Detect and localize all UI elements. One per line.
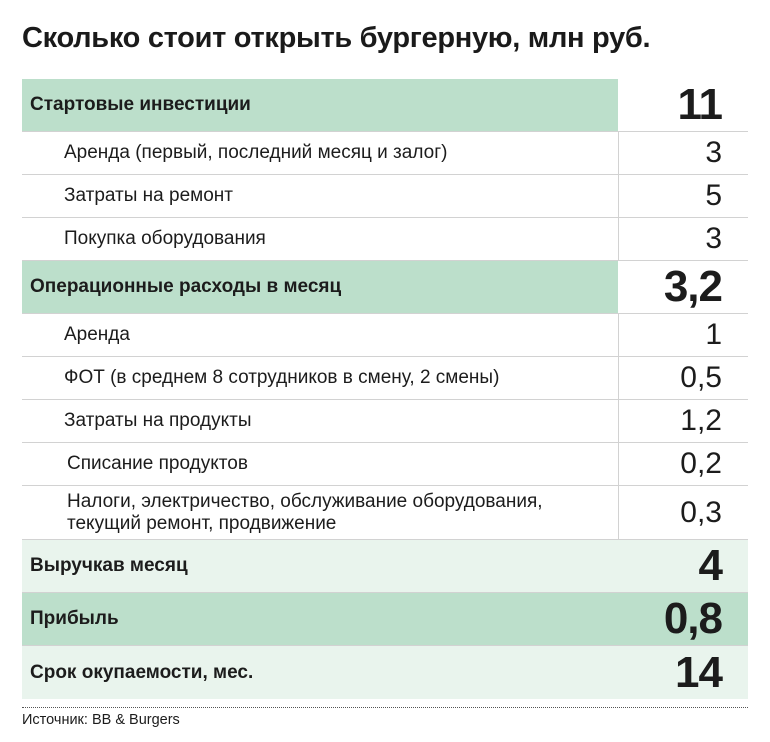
row-value: 3,2 [618,261,748,313]
table-row [22,314,748,357]
row-value: 1 [705,318,722,351]
row-label: Покупка оборудования [64,228,266,249]
row-label: Операционные расходы в месяц [22,261,618,313]
row-label: ФОТ (в среднем 8 сотрудников в смену, 2 смены) [64,367,500,388]
row-value: 14 [618,646,748,699]
table-row-revenue [22,540,748,593]
chart-title: Сколько стоит открыть бургерную, млн руб. [22,22,651,54]
row-label: Налоги, электричество, обслуживание оборудования, текущий ремонт, продвижение [67,490,543,534]
table-row-profit [22,593,748,646]
column-divider [618,357,619,399]
row-label: Срок окупаемости, мес. [22,646,618,699]
row-value: 1,2 [680,404,722,437]
row-label: Аренда [64,324,130,345]
table-row [22,443,748,486]
row-value: 0,8 [618,593,748,645]
column-divider [618,175,619,217]
table-row-payback [22,646,748,699]
footer-divider [22,707,748,708]
table-row [22,218,748,261]
table-row [22,486,748,540]
row-value: 11 [618,79,748,131]
table-row [22,357,748,400]
row-value: 3 [705,136,722,169]
row-value: 4 [618,540,748,592]
column-divider [618,132,619,174]
table-row [22,175,748,218]
column-divider [618,218,619,260]
row-label: Аренда (первый, последний месяц и залог) [64,142,448,163]
table-row-operating-costs [22,261,748,314]
row-label: Списание продуктов [67,453,248,474]
column-divider [618,486,619,539]
row-value: 5 [705,179,722,212]
table-row [22,132,748,175]
column-divider [618,443,619,485]
row-value: 0,5 [680,361,722,394]
row-label: Затраты на продукты [64,410,252,431]
column-divider [618,400,619,442]
source-note: Источник: BB & Burgers [22,712,180,728]
row-label: Стартовые инвестиции [22,79,618,131]
row-label: Прибыль [22,593,618,645]
table-row [22,400,748,443]
row-value: 0,2 [680,447,722,480]
column-divider [618,314,619,356]
table-row-start-investments [22,79,748,132]
cost-table [22,79,748,699]
row-label: Выручкав месяц [22,540,618,592]
row-value: 3 [705,222,722,255]
row-value: 0,3 [680,495,722,529]
row-label: Затраты на ремонт [64,185,233,206]
